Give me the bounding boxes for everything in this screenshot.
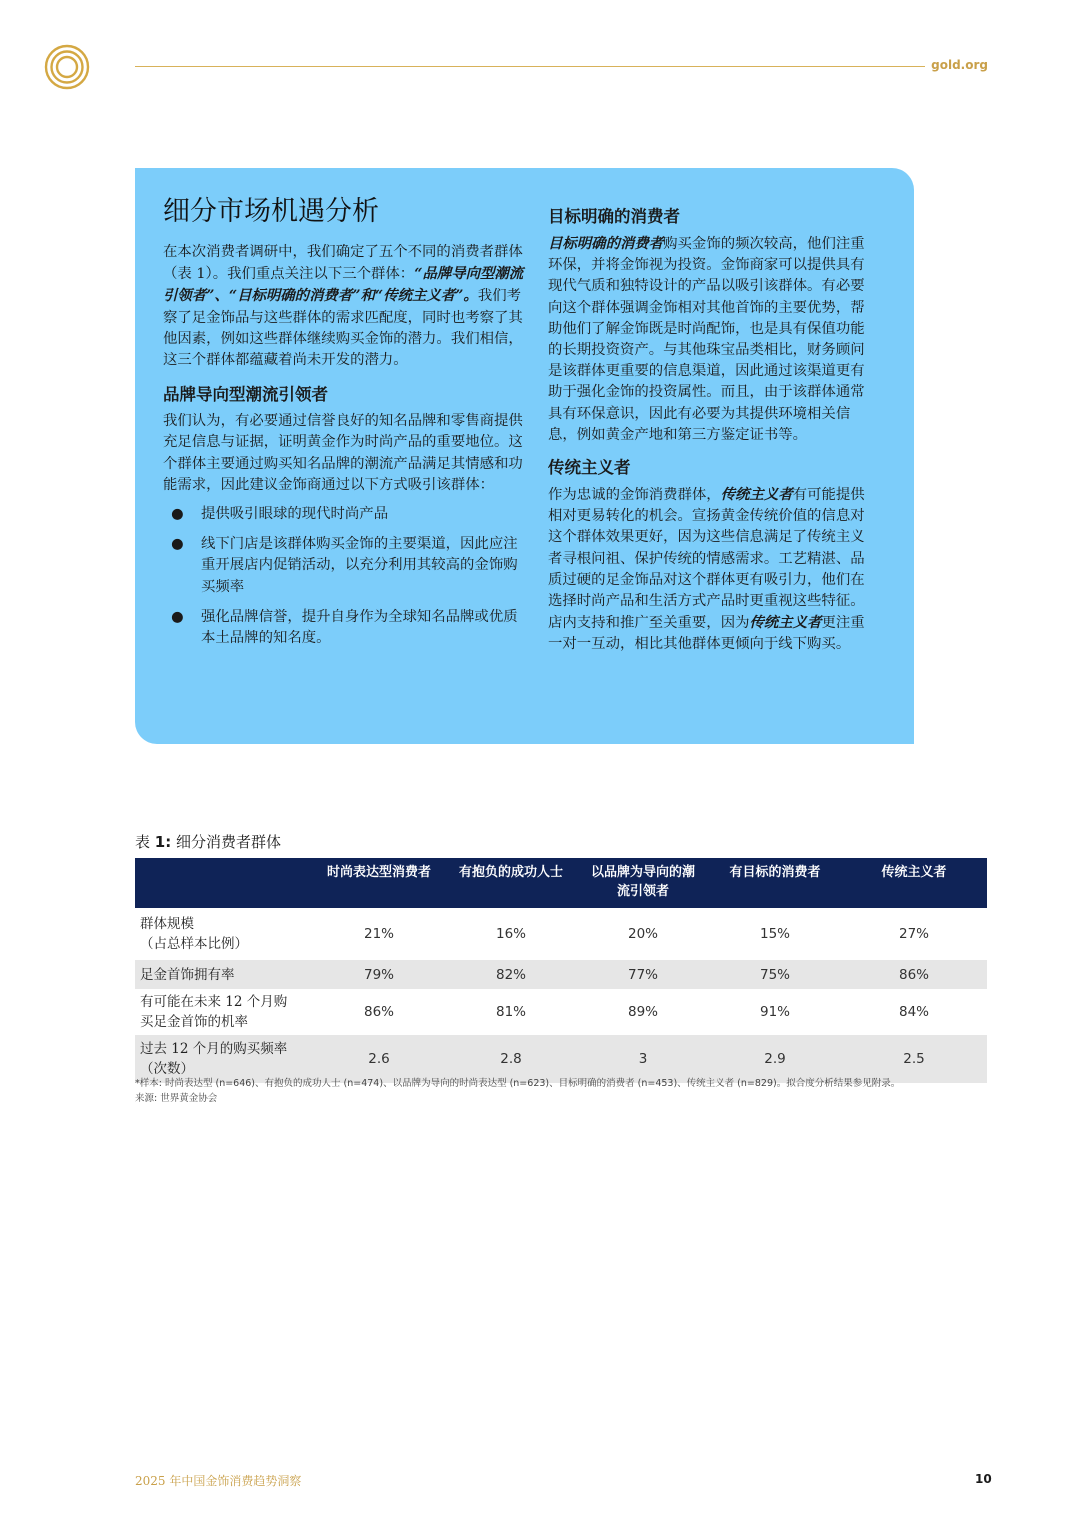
bullet-dot-icon: ● — [171, 536, 184, 553]
column-header: 有目标的消费者 — [709, 858, 841, 908]
brand-heading: 品牌导向型潮流引领者 — [163, 385, 328, 405]
source-note: 来源: 世界黄金协会 — [135, 1093, 218, 1104]
table-cell: 20% — [627, 926, 658, 942]
header-rule — [135, 66, 925, 67]
table-cell: 82% — [445, 960, 577, 989]
list-item: ● 强化品牌信誉，提升自身作为全球知名品牌或优质本土品牌的知名度。 — [171, 608, 518, 647]
box-title: 细分市场机遇分析 — [163, 196, 379, 227]
footer-report-title: 2025 年中国金饰消费趋势洞察 — [135, 1474, 302, 1488]
table-row — [135, 960, 987, 989]
column-header-empty — [135, 858, 313, 908]
intro-paragraph: 在本次消费者调研中，我们确定了五个不同的消费者群体（表 1）。我们重点关注以下三个群体：“品牌导向型潮流引领者”、“目标明确的消费者”和“传统主义者”。我们考察了足金饰品与这些群体的需求匹配度，同时也考察了其他因素，例如这些群体继续购买金饰的潜力。我们相信，这三个群体都蕴藏着尚未开发的潜力。 — [163, 244, 524, 369]
table-cell: 21% — [363, 926, 394, 942]
purposeful-heading: 目标明确的消费者 — [548, 207, 680, 226]
purposeful-paragraph: 目标明确的消费者购买金饰的频次较高，他们注重环保，并将金饰视为投资。金饰商家可以提供具有现代气质和独特设计的产品以吸引该群体。有必要向这个群体强调金饰相对其他首饰的主要优势，帮助他们了解金饰既是时尚配饰，也是具有保值功能的长期投资资产。与其他珠宝品类相比，财务顾问是该群体更重要的信息渠道，因此通过该渠道更有助于强化金饰的投资属性。而且，由于该群体通常具有环保意识，因此有必要为其提供环境相关信息，例如黄金产地和第三方鉴定证书等。 — [548, 235, 865, 443]
column-header: 传统主义者 — [841, 858, 987, 908]
table-cell: 2.8 — [445, 1035, 577, 1083]
traditional-heading: 传统主义者 — [548, 458, 631, 478]
table-cell: 81% — [495, 1004, 526, 1020]
box-right-column — [548, 205, 876, 656]
table-cell: 86% — [363, 1004, 394, 1020]
bullet-dot-icon: ● — [171, 608, 184, 625]
table-footnote — [135, 1076, 985, 1106]
page-number: 10 — [975, 1472, 992, 1486]
table-cell: 2.5 — [841, 1035, 987, 1083]
table-caption: 表 1: 细分消费者群体 — [135, 833, 281, 851]
table-cell: 3 — [577, 1035, 709, 1083]
table-cell: 89% — [627, 1004, 658, 1020]
table-cell: 77% — [577, 960, 709, 989]
row-label: 过去 12 个月的购买频率 （次数） — [135, 1035, 313, 1083]
gold-rings-logo-icon — [44, 44, 90, 90]
traditional-paragraph: 作为忠诚的金饰消费群体，传统主义者有可能提供相对更易转化的机会。宣扬黄金传统价值的信息对这个群体效果更好，因为这些信息满足了传统主义者寻根问祖、保护传统的情感需求。工艺精湛、品质过硬的足金饰品对这个群体更有吸引力，他们在选择时尚产品和生活方式产品时更重视这些特征。店内支持和推广至关重要，因为传统主义者更注重一对一互动，相比其他群体更倾向于线下购买。 — [548, 486, 865, 653]
row-label: 足金首饰拥有率 — [135, 960, 313, 989]
table-cell: 91% — [759, 1004, 790, 1020]
table-cell: 2.6 — [313, 1035, 445, 1083]
table-cell: 75% — [709, 960, 841, 989]
table-cell: 79% — [313, 960, 445, 989]
consumer-segments-table — [135, 858, 987, 1083]
table-cell: 27% — [898, 926, 929, 942]
column-header: 以品牌为导向的潮流引领者 — [577, 858, 709, 908]
table-cell: 2.9 — [709, 1035, 841, 1083]
table-cell: 84% — [898, 1004, 929, 1020]
table-cell: 16% — [495, 926, 526, 942]
brand-bullet-list — [163, 504, 525, 649]
table-header-row — [135, 858, 987, 908]
list-item: ● 提供吸引眼球的现代时尚产品 — [163, 504, 525, 525]
row-label: 群体规模 （占总样本比例） — [140, 916, 248, 952]
bullet-dot-icon: ● — [171, 506, 184, 523]
box-left-column — [163, 194, 525, 658]
site-url[interactable]: gold.org — [931, 58, 988, 72]
table-row — [135, 908, 987, 960]
column-header: 时尚表达型消费者 — [313, 858, 445, 908]
table-row — [135, 989, 987, 1035]
brand-paragraph: 我们认为，有必要通过信誉良好的知名品牌和零售商提供充足信息与证据，证明黄金作为时尚产品的重要地位。这个群体主要通过购买知名品牌的潮流产品满足其情感和功能需求，因此建议金饰商通过以下方式吸引该群体： — [163, 413, 523, 493]
table-cell: 15% — [759, 926, 790, 942]
list-item: ● 线下门店是该群体购买金饰的主要渠道，因此应注重开展店内促销活动，以充分利用其较高的金饰购买频率 — [171, 536, 518, 595]
row-label: 有可能在未来 12 个月购 买足金首饰的机率 — [140, 994, 288, 1030]
column-header: 有抱负的成功人士 — [445, 858, 577, 908]
table-cell: 86% — [841, 960, 987, 989]
sample-note: *样本: 时尚表达型 (n=646)、有抱负的成功人士 (n=474)、以品牌为导向的时尚表达型 (n=623)、目标明确的消费者 (n=453)、传统主义者 (n=829)。拟合度分析结果参见附录。 — [135, 1078, 901, 1089]
